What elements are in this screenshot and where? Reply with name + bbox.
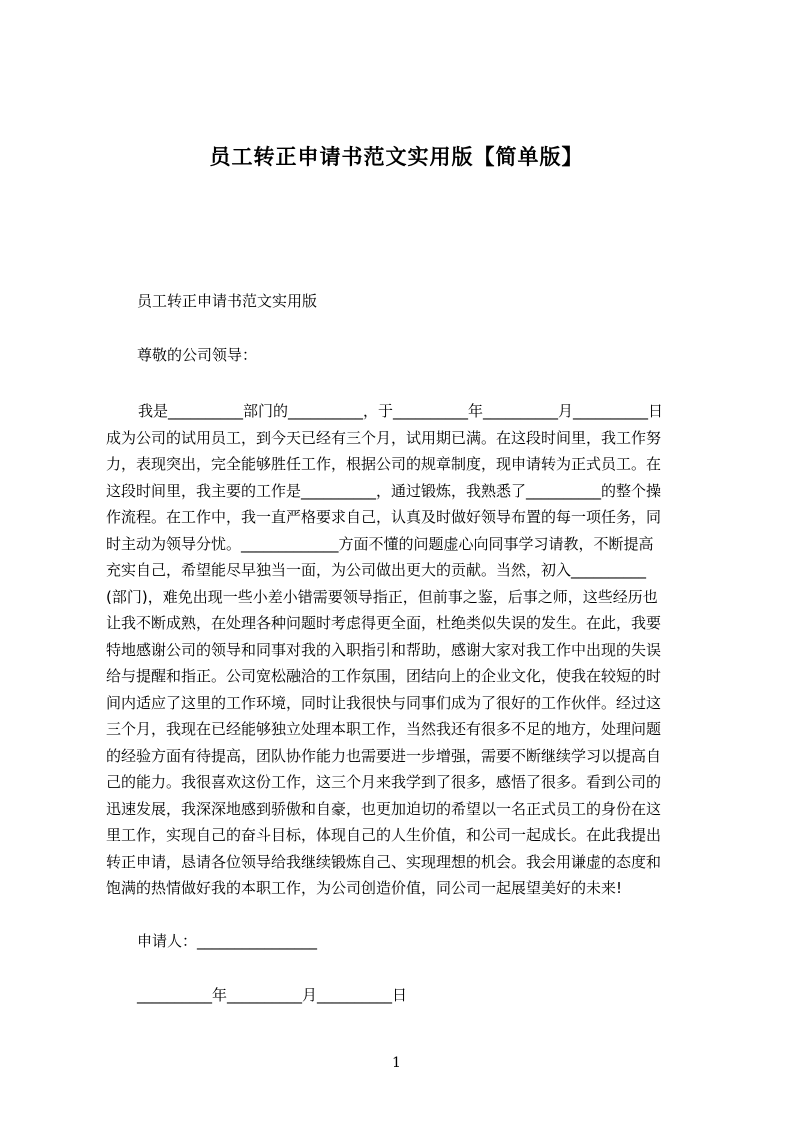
body-line: 让我不断成熟，在处理各种问题时考虑得更全面，杜绝类似失误的发生。在此，我要 bbox=[106, 614, 662, 632]
body-line: 饱满的热情做好我的本职工作，为公司创造价值，同公司一起展望美好的未来! bbox=[106, 879, 623, 897]
body-line: (部门)，难免出现一些小差小错需要领导指正，但前事之鉴，后事之师，这些经历也 bbox=[106, 587, 658, 606]
body-line: 间内适应了这里的工作环境，同时让我很快与同事们成为了很好的工作伙伴。经过这 bbox=[106, 693, 662, 712]
body-line: 作流程。在工作中，我一直严格要求自己，认真及时做好领导布置的每一项任务，同 bbox=[106, 508, 662, 526]
body-line: 三个月，我现在已经能够独立处理本职工作，当然我还有很多不足的地方，处理问题 bbox=[106, 720, 662, 738]
body-paragraph bbox=[106, 398, 698, 902]
applicant-line: 申请人：________________ bbox=[137, 932, 318, 950]
body-line: 的经验方面有待提高，团队协作能力也需要进一步增强，需要不断继续学习以提高自 bbox=[106, 746, 662, 765]
body-line: 特地感谢公司的领导和同事对我的入职指引和帮助，感谢大家对我工作中出现的失误 bbox=[106, 640, 662, 659]
body-line: 己的能力。我很喜欢这份工作，这三个月来我学到了很多，感悟了很多。看到公司的 bbox=[106, 773, 662, 791]
body-line: 时主动为领导分忧。_____________方面不懂的问题虚心向同事学习请教，不断提高 bbox=[106, 534, 654, 553]
document-subtitle: 员工转正申请书范文实用版 bbox=[137, 292, 318, 310]
body-line: 我是__________部门的__________，于__________年__________月__________日 bbox=[138, 402, 664, 420]
body-line: 给与提醒和指正。公司宽松融洽的工作氛围，团结向上的企业文化，使我在较短的时 bbox=[106, 667, 662, 685]
body-line: 转正申请，恳请各位领导给我继续锻炼自己、实现理想的机会。我会用谦虚的态度和 bbox=[106, 852, 662, 871]
page-number: 1 bbox=[392, 1055, 401, 1071]
body-line: 里工作，实现自己的奋斗目标，体现自己的人生价值，和公司一起成长。在此我提出 bbox=[106, 826, 662, 844]
date-line: __________年__________月__________日 bbox=[137, 986, 408, 1004]
body-line: 迅速发展，我深深地感到骄傲和自豪，也更加迫切的希望以一名正式员工的身份在这 bbox=[106, 799, 662, 818]
body-line: 充实自己，希望能尽早独当一面，为公司做出更大的贡献。当然，初入__________ bbox=[106, 561, 647, 579]
greeting: 尊敬的公司领导： bbox=[137, 346, 258, 364]
page-title: 员工转正申请书范文实用版【简单版】 bbox=[209, 145, 584, 169]
body-line: 这段时间里，我主要的工作是__________，通过锻炼，我熟悉了__________的整个操 bbox=[106, 481, 662, 500]
body-line: 力，表现突出，完全能够胜任工作，根据公司的规章制度，现申请转为正式员工。在 bbox=[106, 455, 662, 473]
body-line: 成为公司的试用员工，到今天已经有三个月，试用期已满。在这段时间里，我工作努 bbox=[106, 428, 662, 447]
